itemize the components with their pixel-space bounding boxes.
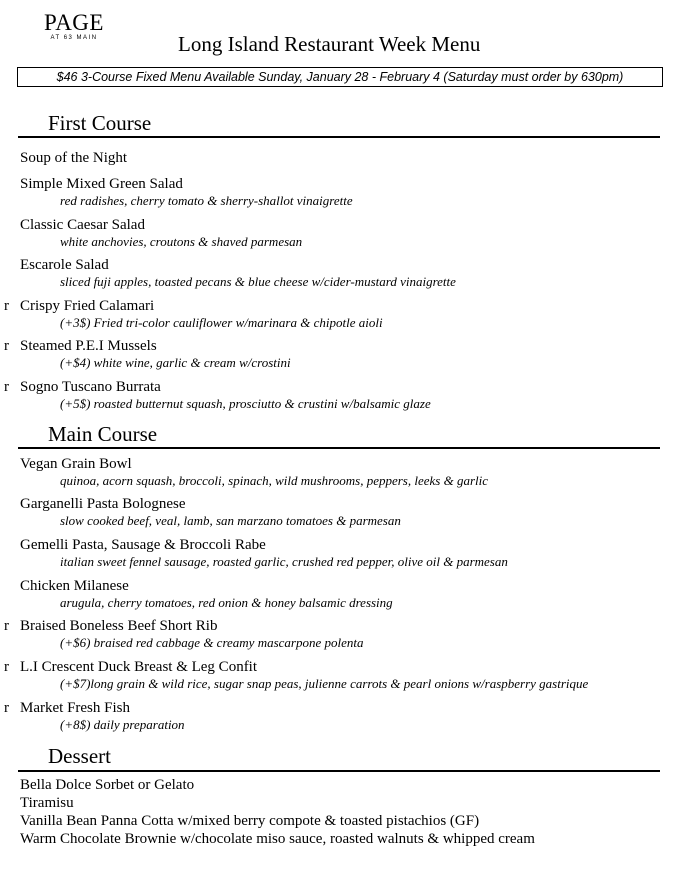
first-course-heading: First Course bbox=[48, 111, 152, 135]
main-course-rule bbox=[18, 447, 660, 449]
restaurant-logo bbox=[37, 12, 111, 41]
dessert-rule bbox=[18, 770, 660, 772]
item-description: slow cooked beef, veal, lamb, san marzano tomatoes & parmesan bbox=[60, 513, 401, 528]
item-description: (+8$) daily preparation bbox=[60, 717, 185, 732]
dessert-item: Warm Chocolate Brownie w/chocolate miso sauce, roasted walnuts & whipped cream bbox=[20, 831, 535, 847]
item-description: (+$6) braised red cabbage & creamy mascarpone polenta bbox=[60, 635, 364, 650]
item-description: (+$7)long grain & wild rice, sugar snap peas, julienne carrots & pearl onions w/raspberry gastrique bbox=[60, 676, 589, 691]
item-name: Gemelli Pasta, Sausage & Broccoli Rabe bbox=[20, 537, 266, 553]
item-name: Soup of the Night bbox=[20, 150, 128, 166]
item-description: (+3$) Fried tri-color cauliflower w/marinara & chipotle aioli bbox=[60, 315, 383, 330]
item-description: (+5$) roasted butternut squash, prosciutto & crustini w/balsamic glaze bbox=[60, 396, 431, 411]
item-description: arugula, cherry tomatoes, red onion & honey balsamic dressing bbox=[60, 595, 393, 610]
item-description: (+$4) white wine, garlic & cream w/crostini bbox=[60, 355, 291, 370]
item-marker: r bbox=[4, 379, 9, 395]
item-name: Escarole Salad bbox=[20, 257, 109, 273]
item-description: sliced fuji apples, toasted pecans & blue cheese w/cider-mustard vinaigrette bbox=[60, 274, 456, 289]
item-marker: r bbox=[4, 338, 9, 354]
item-description: quinoa, acorn squash, broccoli, spinach, wild mushrooms, peppers, leeks & garlic bbox=[60, 473, 489, 488]
item-name: Braised Boneless Beef Short Rib bbox=[20, 618, 218, 634]
item-marker: r bbox=[4, 659, 9, 675]
item-marker: r bbox=[4, 298, 9, 314]
item-name: L.I Crescent Duck Breast & Leg Confit bbox=[20, 659, 258, 675]
dessert-item: Tiramisu bbox=[20, 795, 74, 811]
price-banner: $46 3-Course Fixed Menu Available Sunday, January 28 - February 4 (Saturday must order by 630pm) bbox=[17, 67, 663, 87]
dessert-item: Vanilla Bean Panna Cotta w/mixed berry compote & toasted pistachios (GF) bbox=[20, 813, 480, 829]
item-name: Steamed P.E.I Mussels bbox=[20, 338, 157, 354]
item-name: Garganelli Pasta Bolognese bbox=[20, 496, 186, 512]
main-course-heading: Main Course bbox=[48, 422, 158, 446]
item-marker: r bbox=[4, 618, 9, 634]
logo-main-text: PAGE bbox=[44, 10, 104, 35]
item-name: Crispy Fried Calamari bbox=[20, 298, 155, 314]
item-name: Classic Caesar Salad bbox=[20, 217, 145, 233]
menu-title: Long Island Restaurant Week Menu bbox=[178, 32, 481, 56]
first-course-rule bbox=[18, 136, 660, 138]
item-name: Vegan Grain Bowl bbox=[20, 456, 132, 472]
item-name: Simple Mixed Green Salad bbox=[20, 176, 183, 192]
item-description: white anchovies, croutons & shaved parmesan bbox=[60, 234, 303, 249]
dessert-item: Bella Dolce Sorbet or Gelato bbox=[20, 777, 195, 793]
dessert-heading: Dessert bbox=[48, 744, 111, 768]
item-name: Chicken Milanese bbox=[20, 578, 129, 594]
logo-sub-text: AT 63 MAIN bbox=[50, 35, 98, 41]
item-description: italian sweet fennel sausage, roasted garlic, crushed red pepper, olive oil & parmesan bbox=[60, 554, 508, 569]
item-marker: r bbox=[4, 700, 9, 716]
item-name: Market Fresh Fish bbox=[20, 700, 130, 716]
item-name: Sogno Tuscano Burrata bbox=[20, 379, 161, 395]
item-description: red radishes, cherry tomato & sherry-shallot vinaigrette bbox=[60, 193, 353, 208]
